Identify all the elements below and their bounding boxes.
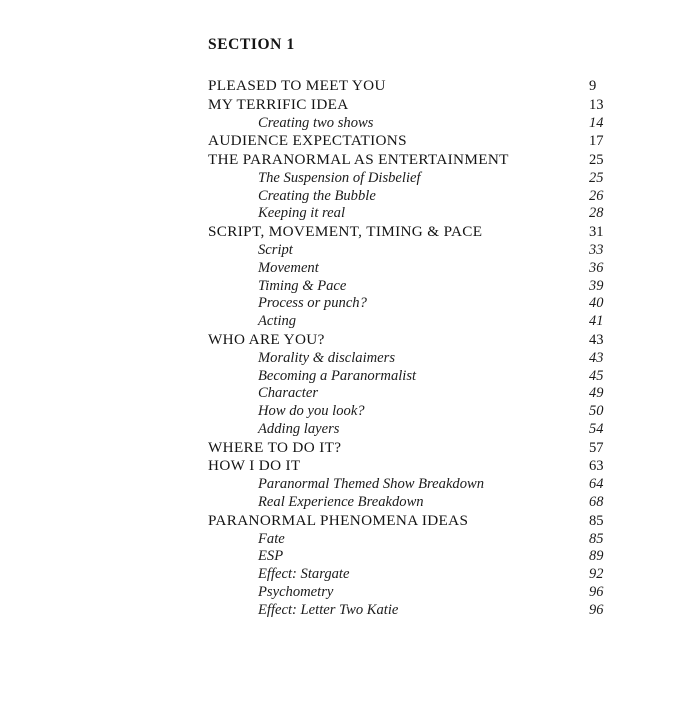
toc-entry-label: Fate	[258, 530, 285, 547]
toc-entry-label: Becoming a Paranormalist	[258, 367, 417, 384]
toc-entry-label: Effect: Stargate	[258, 566, 350, 583]
toc-entry[interactable]	[208, 513, 623, 529]
toc-entry[interactable]	[208, 585, 623, 600]
toc-entry-page-number: 31	[589, 224, 604, 241]
toc-entry[interactable]	[208, 314, 623, 329]
toc-entry-page-number: 14	[589, 114, 604, 131]
toc-entry[interactable]	[208, 296, 623, 311]
toc-entry-page-number: 25	[589, 152, 604, 169]
toc-entry-label: WHO ARE YOU?	[208, 330, 325, 348]
toc-entry[interactable]	[208, 224, 623, 240]
toc-entry-label: Paranormal Themed Show Breakdown	[258, 476, 485, 493]
toc-entry-label: Creating the Bubble	[258, 187, 376, 204]
toc-entry-label: HOW I DO IT	[208, 457, 301, 475]
toc-entry-page-number: 63	[589, 458, 604, 475]
toc-entry-page-number: 36	[589, 259, 604, 276]
toc-entry-label: Morality & disclaimers	[258, 349, 396, 366]
toc-entry-label: Character	[258, 385, 318, 402]
toc-entry[interactable]	[208, 440, 623, 456]
toc-entry-page-number: 43	[589, 349, 604, 366]
toc-entry[interactable]	[208, 386, 623, 401]
toc-entry-label: Psychometry	[258, 583, 334, 600]
toc-entry-label: THE PARANORMAL AS ENTERTAINMENT	[208, 151, 509, 169]
toc-entry[interactable]	[208, 116, 623, 131]
toc-entry[interactable]	[208, 78, 623, 94]
toc-entry[interactable]	[208, 404, 623, 419]
toc-entry[interactable]	[208, 279, 623, 294]
toc-entry-label: The Suspension of Disbelief	[258, 169, 421, 186]
toc-entry-page-number: 41	[589, 313, 604, 330]
toc-entry-label: Keeping it real	[258, 205, 346, 222]
toc-entry-label: MY TERRIFIC IDEA	[208, 95, 349, 113]
toc-entry-label: Creating two shows	[258, 114, 374, 131]
toc-entry-page-number: 85	[589, 512, 604, 529]
toc-entry-label: PLEASED TO MEET YOU	[208, 77, 386, 94]
toc-entry-page-number: 57	[589, 439, 604, 456]
toc-entry[interactable]	[208, 495, 623, 510]
toc-entry-label: Acting	[258, 313, 297, 330]
toc-entry[interactable]	[208, 351, 623, 366]
toc-entry-page-number: 96	[589, 601, 604, 618]
toc-entry[interactable]	[208, 243, 623, 258]
section-title: SECTION 1	[208, 36, 295, 53]
toc-entry-page-number: 26	[589, 187, 604, 204]
toc-entry-page-number: 13	[589, 96, 604, 113]
toc-entry-label: Script	[258, 242, 293, 259]
toc-entry[interactable]	[208, 369, 623, 384]
toc-entry-page-number: 50	[589, 403, 604, 420]
toc-entry[interactable]	[208, 261, 623, 276]
toc-entry-page-number: 28	[589, 205, 604, 222]
toc-entry[interactable]	[208, 422, 623, 437]
toc-entry-page-number: 96	[589, 583, 604, 600]
toc-entry-label: PARANORMAL PHENOMENA IDEAS	[208, 511, 469, 529]
toc-entry[interactable]	[208, 549, 623, 564]
toc-entry-label: Effect: Letter Two Katie	[258, 601, 399, 618]
toc-entry-page-number: 33	[589, 242, 604, 259]
toc-entry-page-number: 89	[589, 548, 604, 565]
toc-entry[interactable]	[208, 171, 623, 186]
toc-entry-page-number: 17	[589, 133, 604, 150]
toc-entry-page-number: 43	[589, 331, 604, 348]
toc-entry-label: ESP	[258, 548, 284, 565]
table-of-contents	[208, 78, 623, 617]
toc-entry[interactable]	[208, 97, 623, 113]
toc-entry[interactable]	[208, 332, 623, 348]
toc-entry-page-number: 68	[589, 493, 604, 510]
toc-entry-label: AUDIENCE EXPECTATIONS	[208, 132, 407, 150]
toc-entry-page-number: 64	[589, 476, 604, 493]
toc-entry[interactable]	[208, 567, 623, 582]
toc-entry[interactable]	[208, 189, 623, 204]
toc-entry-page-number: 54	[589, 420, 604, 437]
toc-entry[interactable]	[208, 603, 623, 618]
toc-entry-label: Adding layers	[258, 420, 340, 437]
toc-entry[interactable]	[208, 152, 623, 168]
toc-entry-page-number: 39	[589, 277, 604, 294]
toc-entry-label: Timing & Pace	[258, 277, 347, 294]
toc-entry-page-number: 85	[589, 530, 604, 547]
toc-entry-label: How do you look?	[258, 403, 365, 420]
toc-entry-label: SCRIPT, MOVEMENT, TIMING & PACE	[208, 223, 483, 241]
toc-entry-page-number: 92	[589, 566, 604, 583]
toc-entry-label: WHERE TO DO IT?	[208, 438, 342, 456]
toc-entry[interactable]	[208, 532, 623, 547]
toc-entry[interactable]	[208, 458, 623, 474]
toc-entry-label: Movement	[258, 259, 319, 276]
toc-entry-label: Real Experience Breakdown	[258, 493, 424, 510]
toc-entry[interactable]	[208, 477, 623, 492]
toc-entry-page-number: 25	[589, 169, 604, 186]
toc-entry-page-number: 45	[589, 367, 604, 384]
toc-entry-page-number: 9	[589, 78, 597, 94]
toc-entry-label: Process or punch?	[258, 295, 367, 312]
toc-entry[interactable]	[208, 206, 623, 221]
toc-entry[interactable]	[208, 133, 623, 149]
toc-entry-page-number: 40	[589, 295, 604, 312]
toc-entry-page-number: 49	[589, 385, 604, 402]
